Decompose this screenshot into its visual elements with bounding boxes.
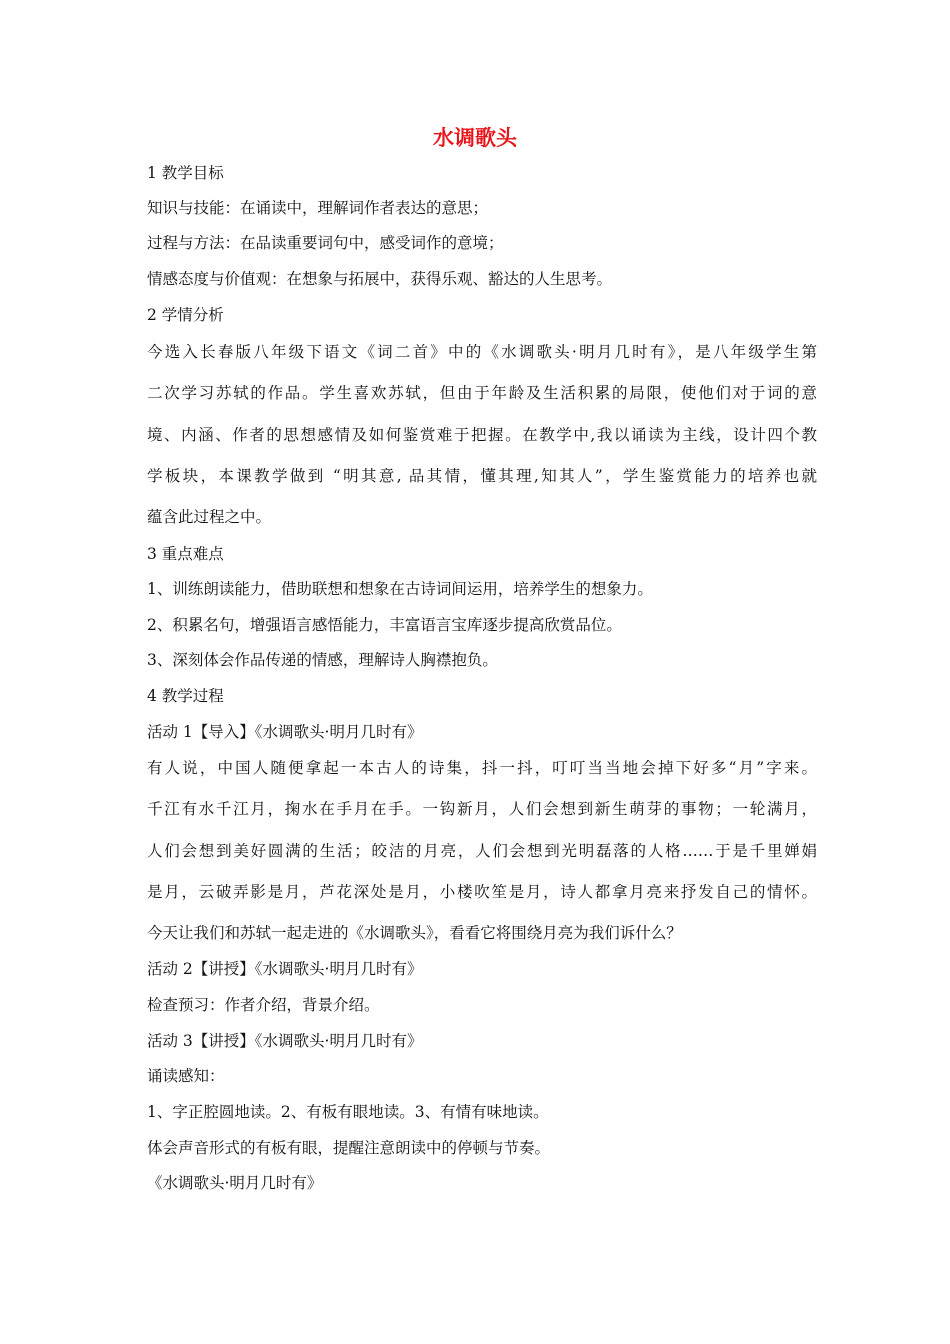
paragraph-line: 学板块，本课教学做到 “明其意, 品其情，懂其理,知其人”，学生鉴赏能力的培养也就 — [147, 467, 817, 485]
poem-title: 《水调歌头·明月几时有》 — [147, 1174, 323, 1192]
paragraph-line: 有人说，中国人随便拿起一本古人的诗集，抖一抖，叮叮当当地会掉下好多“月”字来。 — [147, 759, 817, 777]
paragraph-line: 过程与方法：在品读重要词句中，感受词作的意境； — [147, 234, 504, 252]
paragraph-line: 检查预习：作者介绍，背景介绍。 — [147, 996, 380, 1014]
list-item: 3、深刻体会作品传递的情感，理解诗人胸襟抱负。 — [147, 651, 498, 669]
paragraph-line: 人们会想到美好圆满的生活；皎洁的月亮，人们会想到光明磊落的人格……于是千里婵娟 — [147, 842, 817, 860]
paragraph-line: 体会声音形式的有板有眼，提醒注意朗读中的停顿与节奏。 — [147, 1139, 551, 1157]
paragraph-line: 蕴含此过程之中。 — [147, 508, 272, 526]
paragraph-line: 境、内涵、作者的思想感情及如何鉴赏难于把握。在教学中,我以诵读为主线，设计四个教 — [147, 426, 817, 444]
document-title: 水调歌头 — [433, 126, 517, 150]
list-item: 1、训练朗读能力，借助联想和想象在古诗词间运用，培养学生的想象力。 — [147, 580, 653, 598]
section-heading-teaching-process: 4 教学过程 — [147, 687, 224, 705]
activity-heading: 活动 3【讲授】《水调歌头·明月几时有》 — [147, 1032, 423, 1050]
paragraph-line: 诵读感知： — [147, 1067, 225, 1085]
paragraph-line: 是月，云破弄影是月，芦花深处是月，小楼吹笙是月，诗人都拿月亮来抒发自己的情怀。 — [147, 883, 817, 901]
paragraph-line: 情感态度与价值观：在想象与拓展中，获得乐观、豁达的人生思考。 — [147, 270, 613, 288]
paragraph-line: 二次学习苏轼的作品。学生喜欢苏轼，但由于年龄及生活积累的局限，使他们对于词的意 — [147, 384, 817, 402]
paragraph-line: 今选入长春版八年级下语文《词二首》中的《水调歌头·明月几时有》，是八年级学生第 — [147, 343, 817, 361]
list-item: 2、积累名句，增强语言感悟能力，丰富语言宝库逐步提高欣赏品位。 — [147, 616, 622, 634]
paragraph-line: 1、字正腔圆地读。2、有板有眼地读。3、有情有味地读。 — [147, 1103, 549, 1121]
section-heading-key-points: 3 重点难点 — [147, 545, 224, 563]
paragraph-line: 知识与技能：在诵读中，理解词作者表达的意思； — [147, 199, 489, 217]
section-heading-student-analysis: 2 学情分析 — [147, 306, 224, 324]
paragraph-line: 今天让我们和苏轼一起走进的《水调歌头》，看看它将围绕月亮为我们诉什么？ — [147, 924, 682, 942]
activity-heading: 活动 2【讲授】《水调歌头·明月几时有》 — [147, 960, 423, 978]
activity-heading: 活动 1【导入】《水调歌头·明月几时有》 — [147, 723, 423, 741]
section-heading-teaching-goals: 1 教学目标 — [147, 164, 224, 182]
paragraph-line: 千江有水千江月，掬水在手月在手。一钩新月，人们会想到新生萌芽的事物；一轮满月， — [147, 800, 817, 818]
